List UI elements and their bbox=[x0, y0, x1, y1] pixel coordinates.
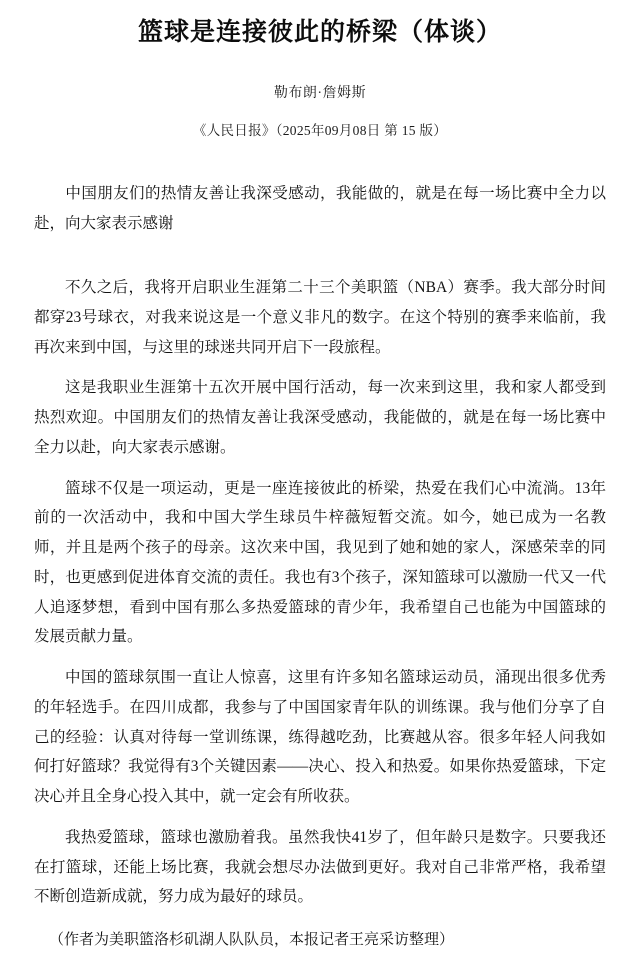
paragraph: 篮球不仅是一项运动，更是一座连接彼此的桥梁，热爱在我们心中流淌。13年前的一次活动中，我和中国大学生球员牛梓薇短暂交流。如今，她已成为一名教师，并且是两个孩子的母亲。这次来中国，我见到了她和她的家人，深感荣幸的同时，也更感到促进体育交流的责任。我也有3个孩子，深知篮球可以激励一代又一代人追逐梦想，看到中国有那么多热爱篮球的青少年，我希望自己也能为中国篮球的发展贡献力量。 bbox=[34, 479, 606, 646]
article-lead bbox=[34, 179, 606, 239]
article-source: 《人民日报》（2025年09月08日 第 15 版） bbox=[192, 122, 448, 138]
page-title: 篮球是连接彼此的桥梁（体谈） bbox=[137, 19, 502, 46]
paragraph: 不久之后，我将开启职业生涯第二十三个美职篮（NBA）赛季。我大部分时间都穿23号球衣，对我来说这是一个意义非凡的数字。在这个特别的赛季来临前，我再次来到中国，与这里的球迷共同开启下一段旅程。 bbox=[34, 279, 606, 356]
article-author: 勒布朗·詹姆斯 bbox=[273, 85, 367, 101]
lead-text: 中国朋友们的热情友善让我深受感动，我能做的，就是在每一场比赛中全力以赴，向大家表示感谢 bbox=[34, 184, 606, 232]
article-credit: （作者为美职篮洛杉矶湖人队队员，本报记者王亮采访整理） bbox=[49, 932, 455, 949]
paragraph: 这是我职业生涯第十五次开展中国行活动，每一次来到这里，我和家人都受到热烈欢迎。中国朋友们的热情友善让我深受感动，我能做的，就是在每一场比赛中全力以赴，向大家表示感谢。 bbox=[34, 379, 606, 456]
paragraph: 我热爱篮球，篮球也激励着我。虽然我快41岁了，但年龄只是数字。只要我还在打篮球，还能上场比赛，我就会想尽办法做到更好。我对自己非常严格，我希望不断创造新成就，努力成为最好的球员。 bbox=[34, 828, 606, 906]
paragraph: 中国的篮球氛围一直让人惊喜，这里有许多知名篮球运动员，涌现出很多优秀的年轻选手。在四川成都，我参与了中国国家青年队的训练课。我与他们分享了自己的经验：认真对待每一堂训练课，练得越吃劲，比赛越从容。很多年轻人问我如何打好篮球？我觉得有3个关键因素——决心、投入和热爱。如果你热爱篮球，下定决心并且全身心投入其中，就一定会有所收获。 bbox=[34, 669, 606, 806]
article-body bbox=[34, 273, 606, 955]
